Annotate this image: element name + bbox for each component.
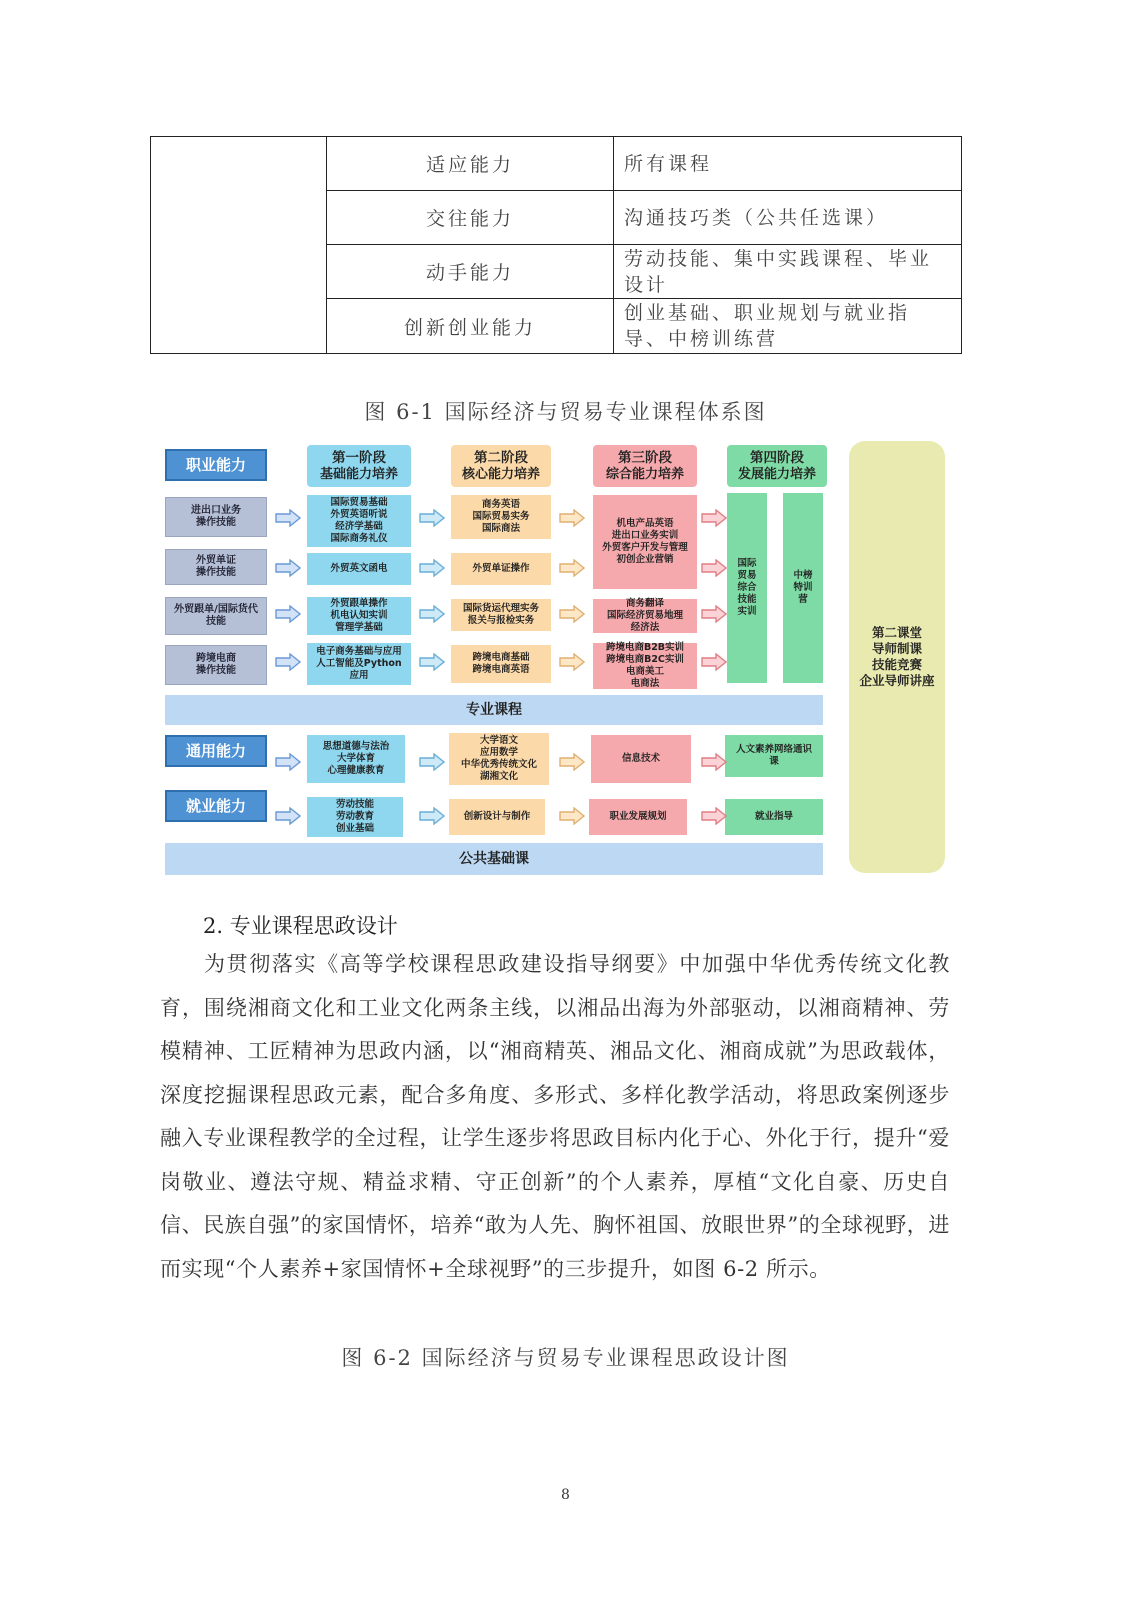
- figure-caption: 图 6-2 国际经济与贸易专业课程思政设计图: [341, 1346, 790, 1370]
- stage-title: 第二阶段: [473, 449, 528, 466]
- flow-arrow-icon: [419, 509, 445, 527]
- section-title: 2. 专业课程思政设计: [203, 914, 398, 938]
- curriculum-diagram: [165, 445, 965, 895]
- figure-caption: 图 6-1 国际经济与贸易专业课程体系图: [364, 400, 767, 424]
- stage-header: [593, 445, 697, 487]
- flow-arrow-icon: [275, 807, 301, 825]
- second-classroom-items: 导师制课 技能竞赛 企业导师讲座: [859, 641, 935, 688]
- course-box: 商务英语 国际贸易实务 国际商法: [451, 495, 551, 539]
- course-box: 跨境电商基础 跨境电商英语: [451, 645, 551, 683]
- stage-subtitle: 基础能力培养: [319, 466, 398, 482]
- course-box: 电子商务基础与应用 人工智能及Python 应用: [307, 643, 411, 685]
- flow-arrow-icon: [275, 605, 301, 623]
- flow-arrow-icon: [701, 807, 727, 825]
- flow-arrow-icon: [701, 559, 727, 577]
- ability-cell: 交往能力: [327, 191, 614, 245]
- course-box: 外贸单证操作: [451, 553, 551, 585]
- stage-header: [451, 445, 551, 487]
- course-box: 机电产品英语 进出口业务实训 外贸客户开发与管理 初创企业营销: [593, 495, 697, 589]
- skill-label: 进出口业务 操作技能: [165, 497, 267, 537]
- ability-cell: 适应能力: [327, 137, 614, 191]
- label-general: 通用能力: [165, 735, 267, 767]
- stage4-column: 中榜 特训 营: [783, 493, 823, 683]
- flow-arrow-icon: [275, 559, 301, 577]
- course-box: 跨境电商B2B实训 跨境电商B2C实训 电商美工 电商法: [593, 643, 697, 689]
- flow-arrow-icon: [419, 605, 445, 623]
- course-cell: 创业基础、职业规划与就业指导、中榜训练营: [614, 299, 962, 354]
- course-cell: 所有课程: [614, 137, 962, 191]
- label-vocational: 职业能力: [165, 449, 267, 481]
- course-box: 外贸英文函电: [307, 553, 411, 585]
- table-blank-cell: [151, 137, 327, 354]
- course-box: 商务翻译 国际经济贸易地理 经济法: [593, 599, 697, 633]
- skill-label: 外贸单证 操作技能: [165, 549, 267, 585]
- flow-arrow-icon: [559, 753, 585, 771]
- course-box: 外贸跟单操作 机电认知实训 管理学基础: [307, 597, 411, 635]
- stage-header: [727, 445, 827, 487]
- course-box: 国际货运代理实务 报关与报检实务: [451, 599, 551, 631]
- course-box: 信息技术: [591, 735, 691, 783]
- skill-label: 外贸跟单/国际货代 技能: [165, 597, 267, 635]
- course-box: 职业发展规划: [589, 799, 687, 835]
- body-paragraph: 为贯彻落实《高等学校课程思政建设指导纲要》中加强中华优秀传统文化教育，围绕湘商文化和工业文化两条主线，以湘品出海为外部驱动，以湘商精神、劳模精神、工匠精神为思政内涵，以“湘商精英、湘品文化、湘商成就”为思政载体，深度挖掘课程思政元素，配合多角度、多形式、多样化教学活动，将思政案例逐步融入专业课程教学的全过程，让学生逐步将思政目标内化于心、外化于行，提升“爱岗敬业、遵法守规、精益求精、守正创新”的个人素养，厚植“文化自豪、历史自信、民族自强”的家国情怀，培养“敢为人先、胸怀祖国、放眼世界”的全球视野，进而实现“个人素养+家国情怀+全球视野”的三步提升，如图 6-2 所示。: [160, 952, 951, 1281]
- course-box: 就业指导: [725, 799, 823, 835]
- band-major-courses: 专业课程: [165, 695, 823, 725]
- flow-arrow-icon: [419, 653, 445, 671]
- flow-arrow-icon: [419, 753, 445, 771]
- stage-title: 第四阶段: [749, 449, 804, 466]
- course-cell: 沟通技巧类（公共任选课）: [614, 191, 962, 245]
- flow-arrow-icon: [275, 653, 301, 671]
- flow-arrow-icon: [419, 807, 445, 825]
- flow-arrow-icon: [701, 605, 727, 623]
- stage-subtitle: 综合能力培养: [605, 466, 684, 482]
- flow-arrow-icon: [275, 753, 301, 771]
- course-box: 国际贸易基础 外贸英语听说 经济学基础 国际商务礼仪: [307, 495, 411, 547]
- stage4-column: 国际 贸易 综合 技能 实训: [727, 493, 767, 683]
- stage-title: 第一阶段: [331, 449, 386, 466]
- ability-cell: 创新创业能力: [327, 299, 614, 354]
- skill-label: 跨境电商 操作技能: [165, 645, 267, 685]
- flow-arrow-icon: [701, 653, 727, 671]
- course-box: 劳动技能 劳动教育 创业基础: [307, 797, 403, 837]
- flow-arrow-icon: [559, 653, 585, 671]
- label-employment: 就业能力: [165, 790, 267, 822]
- ability-course-table: [150, 136, 962, 354]
- second-classroom-title: 第二课堂: [871, 625, 922, 640]
- page-number: 8: [561, 1487, 570, 1503]
- stage-subtitle: 核心能力培养: [461, 466, 540, 482]
- course-box: 思想道德与法治 大学体育 心理健康教育: [307, 735, 405, 783]
- flow-arrow-icon: [559, 807, 585, 825]
- stage-header: [307, 445, 411, 487]
- course-box: 人文素养网络通识 课: [725, 735, 823, 777]
- band-public-courses: 公共基础课: [165, 843, 823, 875]
- flow-arrow-icon: [701, 753, 727, 771]
- flow-arrow-icon: [559, 559, 585, 577]
- ability-cell: 动手能力: [327, 245, 614, 299]
- table-row: [151, 137, 962, 191]
- stage-subtitle: 发展能力培养: [737, 466, 816, 482]
- flow-arrow-icon: [701, 509, 727, 527]
- flow-arrow-icon: [559, 509, 585, 527]
- flow-arrow-icon: [275, 509, 301, 527]
- stage-title: 第三阶段: [617, 449, 672, 466]
- flow-arrow-icon: [559, 605, 585, 623]
- flow-arrow-icon: [419, 559, 445, 577]
- second-classroom: [849, 441, 945, 873]
- course-box: 创新设计与制作: [449, 799, 545, 835]
- course-cell: 劳动技能、集中实践课程、毕业设计: [614, 245, 962, 299]
- course-box: 大学语文 应用数学 中华优秀传统文化 湖湘文化: [449, 733, 549, 785]
